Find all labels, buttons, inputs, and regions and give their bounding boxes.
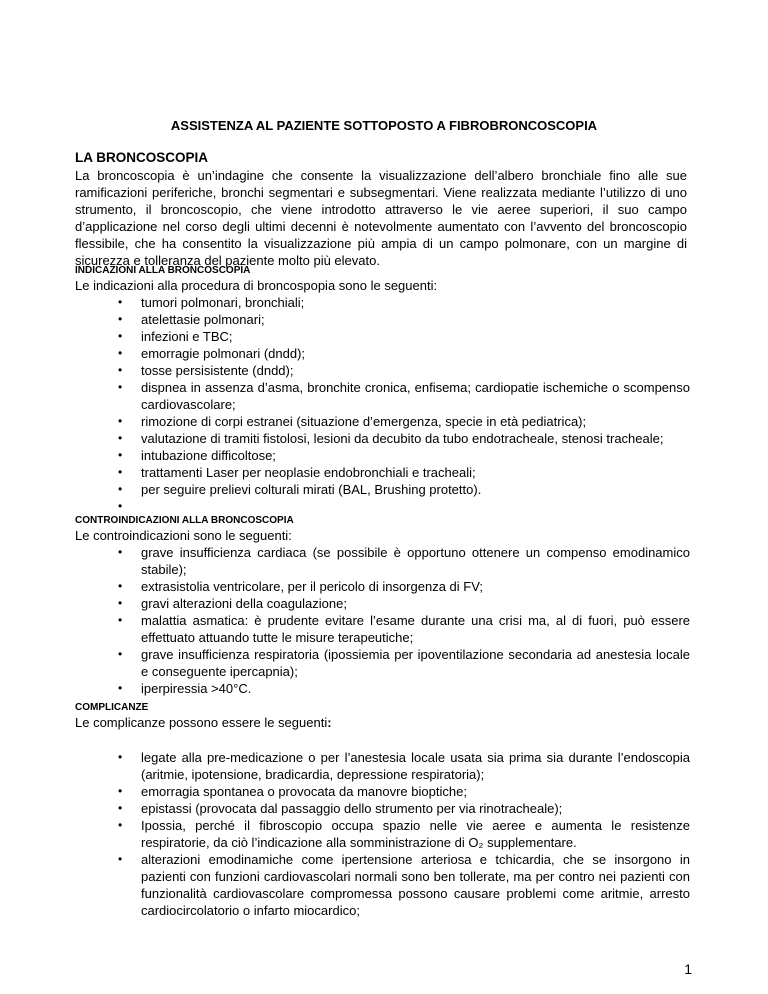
list-item-text: alterazioni emodinamiche come ipertensione arteriosa e tchicardia, che se insorgono in pazienti con funzioni cardiovascolari normali sono ben tollerate, ma per contro nei pazienti con funzionalità cardiovascolare compromessa possono causare problemi come aritmie, arresto cardiocircolatorio o infarto miocardico; (141, 852, 690, 918)
list-item-text: tumori polmonari, bronchiali; (141, 295, 305, 310)
bullet-icon: • (118, 431, 123, 445)
list-item (0, 430, 690, 447)
bullet-icon: • (118, 545, 123, 559)
list-item-text: iperpiressia >40°C. (141, 681, 252, 696)
list-item-text: grave insufficienza cardiaca (se possibile è opportuno ottenere un compenso emodinamico stabile); (141, 545, 690, 577)
list-item (0, 817, 690, 851)
indications-lead: Le indicazioni alla procedura di broncospopia sono le seguenti: (75, 278, 438, 293)
bullet-icon: • (118, 818, 123, 832)
list-item (0, 680, 690, 697)
bullet-icon: • (118, 784, 123, 798)
contraindications-lead: Le controindicazioni sono le seguenti: (75, 528, 292, 543)
complications-heading: COMPLICANZE (75, 702, 149, 713)
list-item (0, 749, 690, 783)
list-item-text: epistassi (provocata dal passaggio dello strumento per via rinotracheale); (141, 801, 563, 816)
list-item (0, 783, 690, 800)
bullet-icon: • (118, 448, 123, 462)
list-item-text: grave insufficienza respiratoria (ipossiemia per ipoventilazione secondaria ad anestesia locale e conseguente ipercapnia); (141, 647, 690, 679)
contraindications-list (0, 544, 690, 697)
bullet-icon: • (118, 414, 123, 428)
list-item (0, 595, 690, 612)
list-item-text: emorragie polmonari (dndd); (141, 346, 306, 361)
list-item-text: legate alla pre-medicazione o per l’anestesia locale usata sia prima sia durante l’endoscopia (aritmie, ipotensione, bradicardia, depressione respiratoria); (141, 750, 690, 782)
bullet-icon: • (118, 482, 123, 496)
complications-list (0, 749, 690, 919)
list-item (0, 612, 690, 646)
list-item-text: rimozione di corpi estranei (situazione d’emergenza, specie in età pediatrica); (141, 414, 587, 429)
contraindications-heading: CONTROINDICAZIONI ALLA BRONCOSCOPIA (75, 515, 294, 526)
list-item-text: tosse persisistente (dndd); (141, 363, 294, 378)
list-item (0, 498, 690, 515)
bullet-icon: • (118, 346, 123, 360)
bullet-icon: • (118, 329, 123, 343)
page-title: ASSISTENZA AL PAZIENTE SOTTOPOSTO A FIBROBRONCOSCOPIA (170, 118, 598, 133)
list-item (0, 379, 690, 413)
list-item (0, 345, 690, 362)
bullet-icon: • (118, 363, 123, 377)
list-item-text: infezioni e TBC; (141, 329, 233, 344)
bullet-icon: • (118, 579, 123, 593)
page-number: 1 (684, 961, 692, 977)
list-item (0, 464, 690, 481)
section-heading: LA BRONCOSCOPIA (75, 150, 209, 165)
list-item (0, 800, 690, 817)
bullet-icon: • (118, 647, 123, 661)
list-item-text: per seguire prelievi colturali mirati (BAL, Brushing protetto). (141, 482, 482, 497)
bullet-icon: • (118, 499, 123, 513)
list-item (0, 646, 690, 680)
bullet-icon: • (118, 380, 123, 394)
bullet-icon: • (118, 465, 123, 479)
bullet-icon: • (118, 750, 123, 764)
list-item (0, 851, 690, 919)
list-item-text: trattamenti Laser per neoplasie endobronchiali e tracheali; (141, 465, 476, 480)
bullet-icon: • (118, 596, 123, 610)
list-item (0, 544, 690, 578)
list-item (0, 481, 690, 498)
indications-list (0, 294, 690, 515)
list-item (0, 447, 690, 464)
bullet-icon: • (118, 801, 123, 815)
list-item (0, 294, 690, 311)
bullet-icon: • (118, 613, 123, 627)
list-item-text: Ipossia, perché il fibroscopio occupa spazio nelle vie aeree e aumenta le resistenze respiratorie, da ciò l’indicazione alla somministrazione di O₂ supplementare. (141, 818, 690, 850)
list-item-text: atelettasie polmonari; (141, 312, 265, 327)
list-item-text: emorragia spontanea o provocata da manovre bioptiche; (141, 784, 467, 799)
bullet-icon: • (118, 295, 123, 309)
list-item (0, 413, 690, 430)
list-item-text: extrasistolia ventricolare, per il pericolo di insorgenza di FV; (141, 579, 484, 594)
list-item-text: gravi alterazioni della coagulazione; (141, 596, 347, 611)
intro-paragraph: La broncoscopia è un’indagine che consente la visualizzazione dell’albero bronchiale fino alle sue ramificazioni periferiche, bronchi segmentari e subsegmentari. Viene realizzata mediante l’utilizzo di uno strumento, il broncoscopio, che viene introdotto attraverso le vie aeree superiori, il suo campo d’applicazione nel corso degli ultimi decenni è notevolmente aumentato con l’avvento del broncoscopio flessibile, che ha consentito la visualizzazione più ampia di un campo polmonare, con un margine di sicurezza e tolleranza del paziente molto più elevato. (75, 168, 687, 268)
list-item (0, 328, 690, 345)
indications-heading: INDICAZIONI ALLA BRONCOSCOPIA (75, 265, 251, 276)
list-item (0, 311, 690, 328)
list-item-text: malattia asmatica: è prudente evitare l’esame durante una crisi ma, al di fuori, può essere effettuato attuando tutte le misure terapeutiche; (141, 613, 690, 645)
complications-lead-text: Le complicanze possono essere le seguenti (75, 715, 328, 730)
list-item-text: intubazione difficoltose; (141, 448, 276, 463)
complications-lead (75, 714, 332, 731)
list-item (0, 362, 690, 379)
bullet-icon: • (118, 852, 123, 866)
complications-lead-colon: : (327, 715, 332, 730)
list-item (0, 578, 690, 595)
bullet-icon: • (118, 681, 123, 695)
list-item-text: valutazione di tramiti fistolosi, lesioni da decubito da tubo endotracheale, stenosi tracheale; (141, 431, 664, 446)
bullet-icon: • (118, 312, 123, 326)
list-item-text: dispnea in assenza d’asma, bronchite cronica, enfisema; cardiopatie ischemiche o scompenso cardiovascolare; (141, 380, 690, 412)
